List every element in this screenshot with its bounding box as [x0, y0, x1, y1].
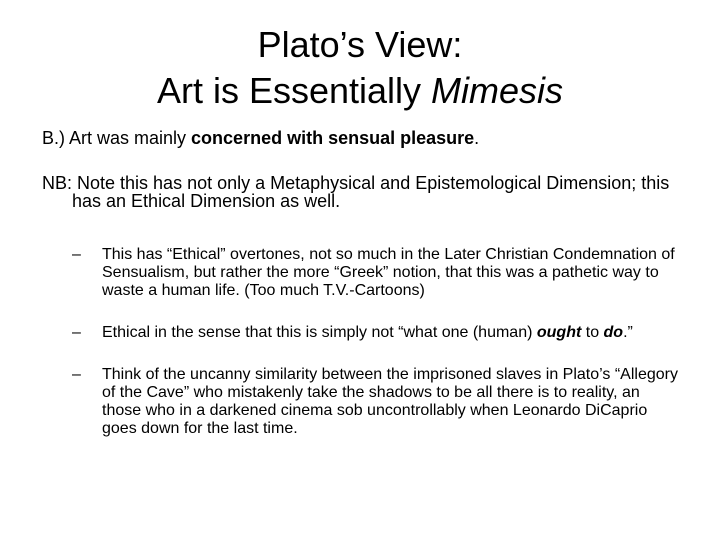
- title-line-2-text: Art is Essentially: [156, 70, 432, 111]
- slide-title: [0, 22, 720, 114]
- title-line-1: Plato’s View:: [257, 24, 463, 65]
- sub-point-text-middle: to: [581, 324, 604, 341]
- sub-point-text-suffix: .”: [623, 324, 633, 341]
- sub-point-ethical-sense: [42, 324, 682, 342]
- point-b-bold: concerned with sensual pleasure: [191, 128, 475, 148]
- bullet-dash: –: [72, 246, 81, 263]
- bullet-dash: –: [72, 324, 81, 341]
- nb-note: NB: Note this has not only a Metaphysical and Epistemological Dimension; this has an Ethical Dimension as well.: [42, 173, 670, 211]
- sub-point-list: [42, 246, 692, 438]
- point-b-prefix: B.) Art was mainly: [42, 128, 192, 148]
- sub-point-text: This has “Ethical” overtones, not so much in the Later Christian Condemnation of Sensualism, but rather the more “Greek” notion, that this was a pathetic way to waste a human life. (Too much T.V.-Cartoons): [102, 246, 675, 299]
- sub-point-text-prefix: Ethical in the sense that this is simply not “what one (human): [102, 324, 537, 341]
- emphasis-do: do: [603, 324, 624, 341]
- sub-point-ethical-overtones: [42, 246, 682, 300]
- title-italic-word: Mimesis: [431, 70, 564, 111]
- point-b: [42, 128, 692, 148]
- point-b-suffix: .: [474, 128, 480, 148]
- sub-point-text: Think of the uncanny similarity between the imprisoned slaves in Plato’s “Allegory of the Cave” who mistakenly take the shadows to be all there is to reality, an those who in a darkened cinema sob uncontrollably when Leonardo DiCaprio goes down for the last time.: [102, 366, 678, 437]
- emphasis-ought: ought: [536, 324, 582, 341]
- slide-body: [42, 128, 692, 438]
- title-line-2: [0, 68, 720, 114]
- bullet-dash: –: [72, 366, 81, 383]
- sub-point-cave-allegory: [42, 366, 682, 438]
